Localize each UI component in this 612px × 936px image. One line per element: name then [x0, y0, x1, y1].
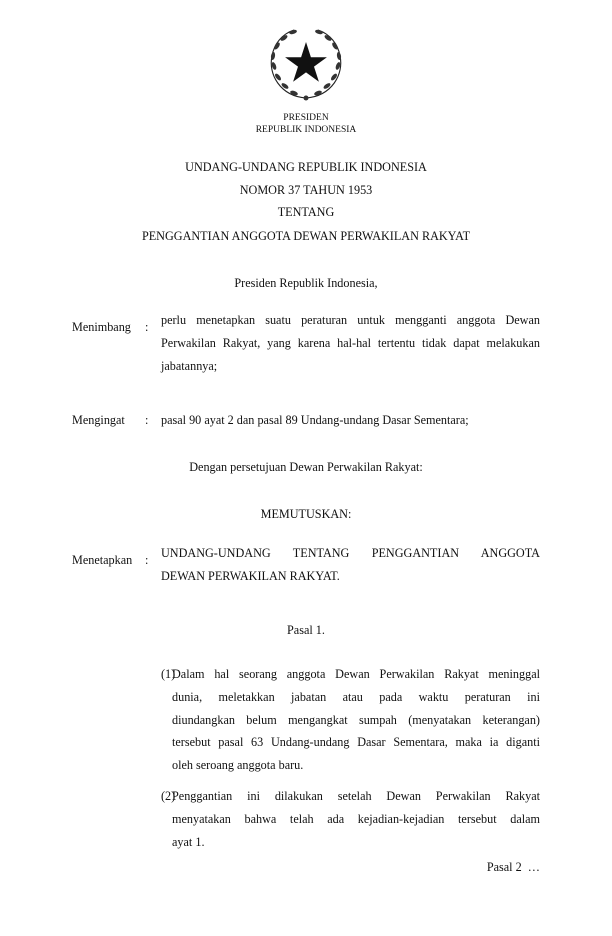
menetapkan-label: Menetapkan — [72, 553, 133, 567]
opening: Presiden Republik Indonesia, — [234, 276, 378, 290]
title-line-1: UNDANG-UNDANG REPUBLIK INDONESIA — [185, 160, 427, 174]
menimbang-label: Menimbang — [72, 320, 131, 334]
mengingat-colon: : — [145, 413, 149, 427]
title-line-2: NOMOR 37 TAHUN 1953 — [239, 183, 373, 197]
text-line: UNDANG-UNDANG TENTANG PENGGANTIAN ANGGOTA — [161, 546, 540, 560]
next-page-catchword: Pasal 2 … — [486, 860, 540, 874]
header-republik: REPUBLIK INDONESIA — [255, 125, 357, 135]
text-line: menyatakan bahwa telah ada kejadian-kejadian tersebut dalam — [172, 811, 540, 826]
text-line: Penggantian ini dilakukan setelah Dewan Perwakilan Rakyat — [172, 789, 540, 803]
text-line: tersebut pasal 63 Undang-undang Dasar Sementara, maka ia diganti — [172, 735, 540, 750]
menetapkan-text — [161, 542, 540, 588]
pasal-1-title: Pasal 1. — [287, 623, 325, 637]
text-line: DEWAN PERWAKILAN RAKYAT. — [161, 568, 340, 583]
menimbang-colon: : — [145, 320, 149, 334]
text-line: jabatannya; — [161, 358, 218, 373]
header-presiden: PRESIDEN — [283, 113, 329, 123]
text-line: oleh seroang anggota baru. — [172, 758, 304, 773]
title-line-4: PENGGANTIAN ANGGOTA DEWAN PERWAKILAN RAKYAT — [141, 229, 471, 243]
ayat-number: (1) — [161, 667, 176, 681]
presidential-seal-emblem — [266, 26, 346, 102]
text-line: ayat 1. — [172, 834, 205, 849]
star-icon — [285, 42, 327, 82]
memutuskan: MEMUTUSKAN: — [260, 507, 352, 521]
menetapkan-colon: : — [145, 553, 149, 567]
mengingat-text: pasal 90 ayat 2 dan pasal 89 Undang-undang Dasar Sementara; — [161, 413, 469, 427]
text-line: diundangkan belum mengangkat sumpah (menyatakan keterangan) — [172, 712, 540, 727]
pasal-1-ayat-2 — [161, 785, 540, 853]
text-line: dunia, meletakkan jabatan atau pada waktu peraturan ini — [172, 689, 540, 704]
text-line: Dalam hal seorang anggota Dewan Perwakilan Rakyat meninggal — [172, 667, 540, 681]
ayat-number: (2) — [161, 789, 176, 803]
title-line-3: TENTANG — [277, 205, 335, 219]
mengingat-label: Mengingat — [72, 413, 125, 427]
menimbang-text — [161, 309, 540, 377]
persetujuan: Dengan persetujuan Dewan Perwakilan Rakyat: — [189, 460, 423, 474]
text-line: Perwakilan Rakyat, yang karena hal-hal tertentu tidak dapat melakukan — [161, 335, 540, 350]
pasal-1-ayat-1 — [161, 663, 540, 777]
text-line: perlu menetapkan suatu peraturan untuk mengganti anggota Dewan — [161, 313, 540, 327]
